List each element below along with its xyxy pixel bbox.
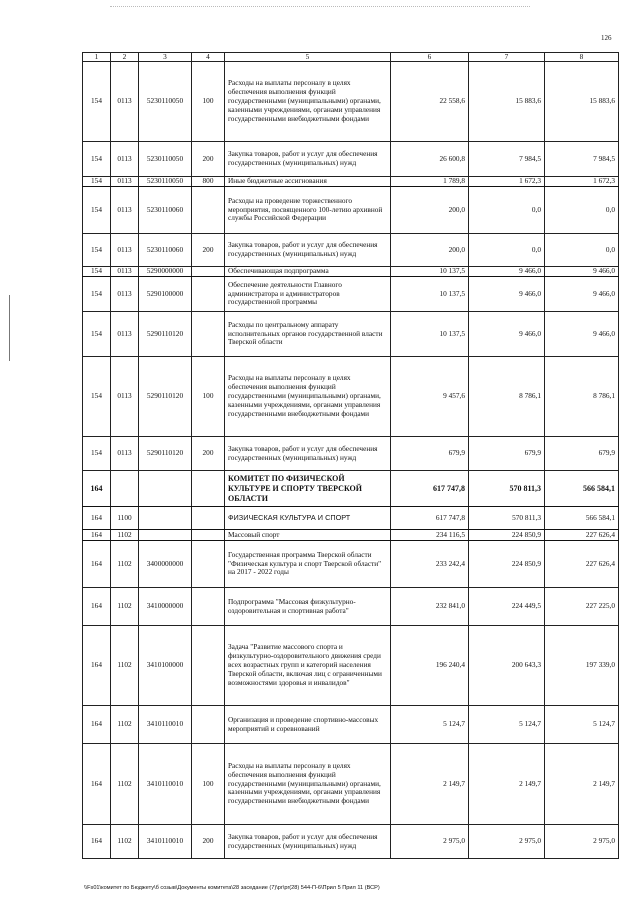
cell-amount-8: 566 584,1 bbox=[545, 507, 619, 530]
cell-amount-7: 679,9 bbox=[469, 437, 545, 471]
cell-target-code: 3400000000 bbox=[139, 541, 192, 588]
cell-amount-6: 9 457,6 bbox=[391, 357, 469, 437]
table-row bbox=[83, 507, 619, 530]
cell-amount-8: 0,0 bbox=[545, 234, 619, 267]
cell-name: Расходы на выплаты персоналу в целях обеспечения выполнения функций государственными (муниципальными) органами, казенными учреждениями, органами управления государственными внебюджетными фондами bbox=[225, 62, 391, 142]
cell-target-code bbox=[139, 507, 192, 530]
cell-target-code: 3410000000 bbox=[139, 588, 192, 626]
cell-amount-8: 8 786,1 bbox=[545, 357, 619, 437]
table-row bbox=[83, 277, 619, 312]
header-cell: 5 bbox=[225, 53, 391, 62]
cell-amount-7: 224 850,9 bbox=[469, 530, 545, 541]
cell-amount-8: 227 626,4 bbox=[545, 541, 619, 588]
cell-amount-8: 227 225,0 bbox=[545, 588, 619, 626]
cell-section-code: 0113 bbox=[111, 357, 139, 437]
cell-amount-7: 2 149,7 bbox=[469, 744, 545, 825]
cell-target-code: 3410110010 bbox=[139, 706, 192, 744]
cell-target-code bbox=[139, 471, 192, 507]
table-row bbox=[83, 177, 619, 187]
table-row bbox=[83, 744, 619, 825]
cell-name: Задача "Развитие массового спорта и физкультурно-оздоровительного движения среди всех возрастных групп и категорий населения Тверской области, включая лиц с ограниченными возможностями здоровья и инвалидов" bbox=[225, 626, 391, 706]
cell-amount-7: 224 449,5 bbox=[469, 588, 545, 626]
cell-amount-6: 5 124,7 bbox=[391, 706, 469, 744]
cell-amount-7: 15 883,6 bbox=[469, 62, 545, 142]
cell-amount-7: 9 466,0 bbox=[469, 277, 545, 312]
cell-admin-code: 164 bbox=[83, 541, 111, 588]
cell-amount-6: 10 137,5 bbox=[391, 312, 469, 357]
cell-amount-8: 9 466,0 bbox=[545, 312, 619, 357]
cell-amount-8: 566 584,1 bbox=[545, 471, 619, 507]
cell-section-code: 0113 bbox=[111, 177, 139, 187]
table-row bbox=[83, 437, 619, 471]
cell-amount-6: 22 558,6 bbox=[391, 62, 469, 142]
table-row-committee bbox=[83, 471, 619, 507]
cell-amount-6: 200,0 bbox=[391, 234, 469, 267]
cell-admin-code: 164 bbox=[83, 706, 111, 744]
cell-name: Расходы на выплаты персоналу в целях обеспечения выполнения функций государственными (муниципальными) органами, казенными учреждениями, органами управления государственными внебюджетными фондами bbox=[225, 744, 391, 825]
cell-target-code: 5230110060 bbox=[139, 234, 192, 267]
cell-amount-7: 8 786,1 bbox=[469, 357, 545, 437]
cell-expense-type bbox=[192, 312, 225, 357]
cell-admin-code: 154 bbox=[83, 437, 111, 471]
header-cell: 8 bbox=[545, 53, 619, 62]
cell-amount-7: 9 466,0 bbox=[469, 267, 545, 277]
header-cell: 1 bbox=[83, 53, 111, 62]
cell-amount-6: 617 747,8 bbox=[391, 507, 469, 530]
cell-admin-code: 154 bbox=[83, 62, 111, 142]
cell-name: Расходы по центральному аппарату исполнительных органов государственной власти Тверской области bbox=[225, 312, 391, 357]
cell-admin-code: 164 bbox=[83, 507, 111, 530]
cell-expense-type bbox=[192, 507, 225, 530]
cell-expense-type bbox=[192, 471, 225, 507]
cell-amount-7: 570 811,3 bbox=[469, 471, 545, 507]
cell-section-code: 0113 bbox=[111, 437, 139, 471]
cell-name: Подпрограмма "Массовая физкультурно-оздоровительная и спортивная работа" bbox=[225, 588, 391, 626]
cell-expense-type: 200 bbox=[192, 825, 225, 859]
cell-amount-8: 197 339,0 bbox=[545, 626, 619, 706]
cell-expense-type: 200 bbox=[192, 234, 225, 267]
table-row bbox=[83, 62, 619, 142]
cell-admin-code: 154 bbox=[83, 142, 111, 177]
cell-section-code: 0113 bbox=[111, 277, 139, 312]
cell-admin-code: 164 bbox=[83, 588, 111, 626]
page-number: 126 bbox=[601, 34, 612, 42]
cell-section-code bbox=[111, 471, 139, 507]
table-row bbox=[83, 825, 619, 859]
table-row bbox=[83, 357, 619, 437]
cell-admin-code: 164 bbox=[83, 825, 111, 859]
cell-amount-8: 679,9 bbox=[545, 437, 619, 471]
cell-amount-7: 0,0 bbox=[469, 234, 545, 267]
table-row bbox=[83, 530, 619, 541]
cell-amount-7: 570 811,3 bbox=[469, 507, 545, 530]
cell-name: Обеспечивающая подпрограмма bbox=[225, 267, 391, 277]
cell-section-code: 0113 bbox=[111, 187, 139, 234]
cell-target-code bbox=[139, 530, 192, 541]
cell-expense-type: 800 bbox=[192, 177, 225, 187]
cell-admin-code: 154 bbox=[83, 267, 111, 277]
cell-amount-8: 7 984,5 bbox=[545, 142, 619, 177]
cell-section-code: 1100 bbox=[111, 507, 139, 530]
cell-amount-8: 9 466,0 bbox=[545, 267, 619, 277]
cell-section-code: 0113 bbox=[111, 62, 139, 142]
cell-admin-code: 154 bbox=[83, 177, 111, 187]
cell-amount-8: 1 672,3 bbox=[545, 177, 619, 187]
cell-amount-6: 1 789,8 bbox=[391, 177, 469, 187]
header-row bbox=[83, 53, 619, 62]
cell-target-code: 5230110050 bbox=[139, 62, 192, 142]
cell-expense-type bbox=[192, 706, 225, 744]
cell-expense-type: 200 bbox=[192, 437, 225, 471]
cell-target-code: 5230110050 bbox=[139, 142, 192, 177]
cell-admin-code: 164 bbox=[83, 626, 111, 706]
cell-name: Массовый спорт bbox=[225, 530, 391, 541]
cell-section-code: 1102 bbox=[111, 588, 139, 626]
cell-amount-6: 617 747,8 bbox=[391, 471, 469, 507]
cell-target-code: 3410110010 bbox=[139, 825, 192, 859]
cell-target-code: 5290110120 bbox=[139, 312, 192, 357]
cell-amount-7: 1 672,3 bbox=[469, 177, 545, 187]
cell-amount-8: 9 466,0 bbox=[545, 277, 619, 312]
cell-amount-8: 2 149,7 bbox=[545, 744, 619, 825]
cell-amount-8: 15 883,6 bbox=[545, 62, 619, 142]
cell-target-code: 5290100000 bbox=[139, 277, 192, 312]
cell-section-code: 0113 bbox=[111, 142, 139, 177]
cell-expense-type bbox=[192, 626, 225, 706]
cell-amount-6: 232 841,0 bbox=[391, 588, 469, 626]
table-row bbox=[83, 142, 619, 177]
cell-name: КОМИТЕТ ПО ФИЗИЧЕСКОЙ КУЛЬТУРЕ И СПОРТУ ТВЕРСКОЙ ОБЛАСТИ bbox=[225, 471, 391, 507]
file-path-footer: \\Fs01\комитет по Бюджету\б созыв\Документы комитета\28 заседание (7)\pr\pr(28) 544-П-6\Прил 5 Прил 11 (ВСР) bbox=[84, 885, 380, 891]
cell-amount-6: 233 242,4 bbox=[391, 541, 469, 588]
cell-expense-type bbox=[192, 588, 225, 626]
cell-admin-code: 154 bbox=[83, 234, 111, 267]
cell-amount-8: 5 124,7 bbox=[545, 706, 619, 744]
cell-name: Государственная программа Тверской области "Физическая культура и спорт Тверской области" на 2017 - 2022 годы bbox=[225, 541, 391, 588]
cell-amount-6: 679,9 bbox=[391, 437, 469, 471]
table-row bbox=[83, 588, 619, 626]
table-row bbox=[83, 234, 619, 267]
cell-amount-7: 5 124,7 bbox=[469, 706, 545, 744]
cell-section-code: 1102 bbox=[111, 530, 139, 541]
cell-target-code: 5230110050 bbox=[139, 177, 192, 187]
cell-amount-7: 224 850,9 bbox=[469, 541, 545, 588]
budget-table bbox=[82, 52, 619, 859]
cell-amount-7: 200 643,3 bbox=[469, 626, 545, 706]
cell-admin-code: 154 bbox=[83, 277, 111, 312]
scan-margin-mark bbox=[9, 295, 10, 361]
cell-amount-8: 0,0 bbox=[545, 187, 619, 234]
header-cell: 6 bbox=[391, 53, 469, 62]
cell-amount-7: 7 984,5 bbox=[469, 142, 545, 177]
cell-amount-8: 227 626,4 bbox=[545, 530, 619, 541]
table-row bbox=[83, 626, 619, 706]
cell-section-code: 1102 bbox=[111, 541, 139, 588]
cell-expense-type bbox=[192, 187, 225, 234]
cell-name: Закупка товаров, работ и услуг для обеспечения государственных (муниципальных) нужд bbox=[225, 142, 391, 177]
cell-amount-8: 2 975,0 bbox=[545, 825, 619, 859]
cell-admin-code: 154 bbox=[83, 187, 111, 234]
cell-name: Иные бюджетные ассигнования bbox=[225, 177, 391, 187]
table-row bbox=[83, 187, 619, 234]
cell-name: Расходы на выплаты персоналу в целях обеспечения выполнения функций государственными (муниципальными) органами, казенными учреждениями, органами управления государственными внебюджетными фондами bbox=[225, 357, 391, 437]
table-row bbox=[83, 267, 619, 277]
cell-target-code: 5230110060 bbox=[139, 187, 192, 234]
cell-target-code: 5290110120 bbox=[139, 357, 192, 437]
cell-amount-6: 10 137,5 bbox=[391, 277, 469, 312]
cell-expense-type: 200 bbox=[192, 142, 225, 177]
cell-amount-6: 26 600,8 bbox=[391, 142, 469, 177]
cell-section-code: 1102 bbox=[111, 744, 139, 825]
header-cell: 2 bbox=[111, 53, 139, 62]
table-row bbox=[83, 312, 619, 357]
cell-name: Обеспечение деятельности Главного администратора и администраторов государственной программы bbox=[225, 277, 391, 312]
table-row bbox=[83, 541, 619, 588]
cell-expense-type bbox=[192, 530, 225, 541]
cell-section-code: 0113 bbox=[111, 267, 139, 277]
cell-name: Организация и проведение спортивно-массовых мероприятий и соревнований bbox=[225, 706, 391, 744]
cell-section-code: 0113 bbox=[111, 234, 139, 267]
cell-expense-type: 100 bbox=[192, 62, 225, 142]
cell-amount-6: 2 149,7 bbox=[391, 744, 469, 825]
cell-amount-6: 2 975,0 bbox=[391, 825, 469, 859]
cell-admin-code: 164 bbox=[83, 744, 111, 825]
cell-name: Закупка товаров, работ и услуг для обеспечения государственных (муниципальных) нужд bbox=[225, 825, 391, 859]
cell-section-code: 1102 bbox=[111, 706, 139, 744]
cell-section-code: 1102 bbox=[111, 825, 139, 859]
cell-expense-type: 100 bbox=[192, 744, 225, 825]
cell-expense-type bbox=[192, 277, 225, 312]
cell-expense-type bbox=[192, 267, 225, 277]
cell-amount-7: 9 466,0 bbox=[469, 312, 545, 357]
cell-expense-type: 100 bbox=[192, 357, 225, 437]
cell-target-code: 5290000000 bbox=[139, 267, 192, 277]
cell-admin-code: 164 bbox=[83, 471, 111, 507]
cell-admin-code: 164 bbox=[83, 530, 111, 541]
table-row bbox=[83, 706, 619, 744]
cell-section-code: 0113 bbox=[111, 312, 139, 357]
cell-name: Закупка товаров, работ и услуг для обеспечения государственных (муниципальных) нужд bbox=[225, 437, 391, 471]
cell-amount-6: 200,0 bbox=[391, 187, 469, 234]
cell-section-code: 1102 bbox=[111, 626, 139, 706]
cell-expense-type bbox=[192, 541, 225, 588]
cell-amount-6: 196 240,4 bbox=[391, 626, 469, 706]
cell-amount-7: 0,0 bbox=[469, 187, 545, 234]
cell-amount-7: 2 975,0 bbox=[469, 825, 545, 859]
cell-name: Расходы на проведение торжественного мероприятия, посвященного 100-летию архивной службы Российской Федерации bbox=[225, 187, 391, 234]
cell-name: ФИЗИЧЕСКАЯ КУЛЬТУРА И СПОРТ bbox=[225, 507, 391, 530]
cell-admin-code: 154 bbox=[83, 312, 111, 357]
cell-amount-6: 234 116,5 bbox=[391, 530, 469, 541]
header-cell: 4 bbox=[192, 53, 225, 62]
scan-edge-dots bbox=[110, 6, 530, 7]
cell-target-code: 5290110120 bbox=[139, 437, 192, 471]
cell-amount-6: 10 137,5 bbox=[391, 267, 469, 277]
cell-target-code: 3410100000 bbox=[139, 626, 192, 706]
cell-admin-code: 154 bbox=[83, 357, 111, 437]
header-cell: 3 bbox=[139, 53, 192, 62]
header-cell: 7 bbox=[469, 53, 545, 62]
cell-target-code: 3410110010 bbox=[139, 744, 192, 825]
cell-name: Закупка товаров, работ и услуг для обеспечения государственных (муниципальных) нужд bbox=[225, 234, 391, 267]
